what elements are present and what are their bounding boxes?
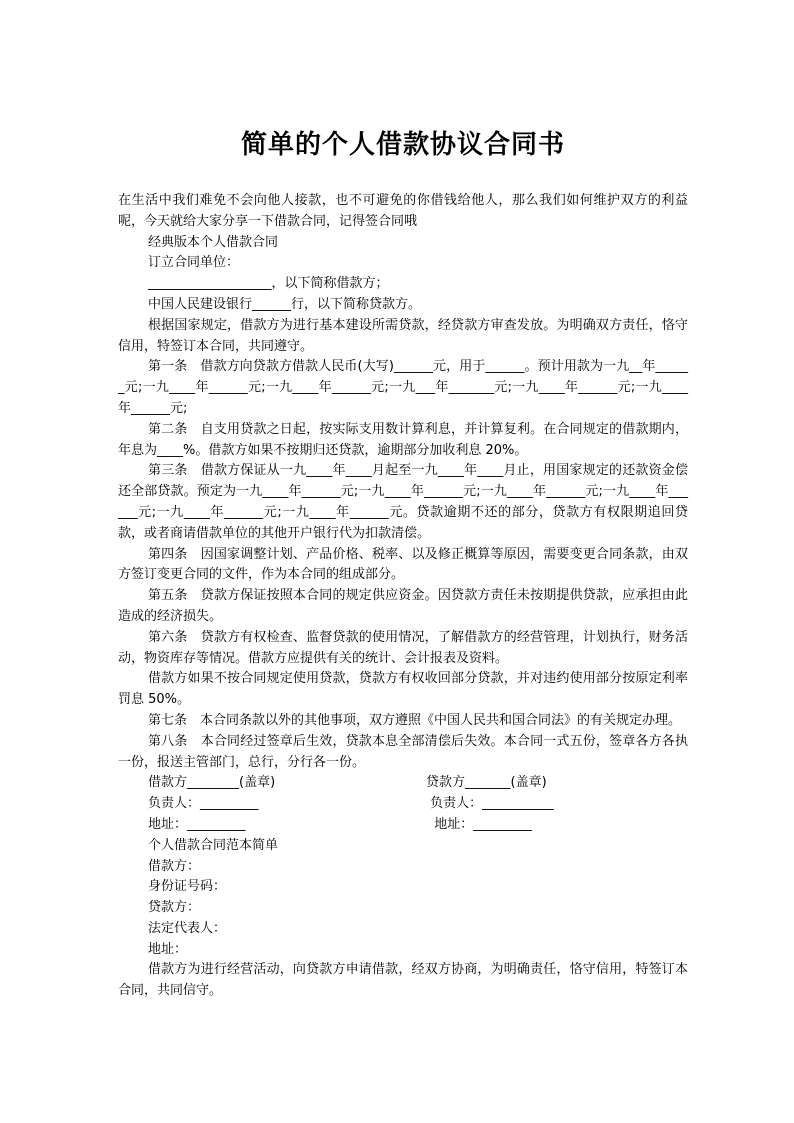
paragraph: 借款方：	[148, 858, 201, 874]
paragraph: 第八条 本合同经过签章后生效，贷款本息全部清偿后失效。本合同一式五份，签章各方各执一份，报送主管部门，总行，分行各一份。	[118, 733, 688, 770]
paragraph: 第五条 贷款方保证按照本合同的规定供应资金。因贷款方责任未按期提供贷款，应承担由此造成的经济损失。	[118, 588, 688, 624]
signature-block	[118, 773, 688, 835]
paragraph: 借款方如果不按合同规定使用贷款，贷款方有权收回部分贷款，并对违约使用部分按原定利率罚息 50%。	[118, 671, 688, 708]
paragraph: 借款方为进行经营活动，向贷款方申请借款，经双方协商，为明确责任，恪守信用，特签订本合同，共同信守。	[118, 962, 688, 999]
paragraph: 订立合同单位：	[148, 255, 240, 271]
signature-left: 借款方________(盖章)	[148, 775, 276, 791]
paragraph-group-template	[118, 836, 688, 1002]
signature-row	[118, 773, 688, 794]
paragraph: 第二条 自支用贷款之日起，按实际支用数计算利息，并计算复利。在合同规定的借款期内，年息为____%。借款方如果不按期归还贷款，逾期部分加收利息 20%。	[118, 421, 688, 458]
document-body	[118, 191, 688, 1002]
signature-left: 地址：_________	[148, 816, 246, 832]
paragraph: 经典版本个人借款合同	[148, 234, 279, 250]
document-title: 简单的个人借款协议合同书	[240, 130, 565, 160]
signature-row	[118, 815, 688, 836]
signature-right: 负责人：___________	[426, 796, 554, 812]
paragraph: 身份证号码：	[148, 879, 227, 895]
paragraph: 贷款方：	[148, 900, 201, 916]
paragraph-group-main	[118, 191, 688, 773]
paragraph: ___________________，以下简称借款方；	[148, 276, 389, 292]
paragraph: 第七条 本合同条款以外的其他事项，双方遵照《中国人民共和国合同法》的有关规定办理。	[148, 712, 682, 728]
paragraph: 在生活中我们难免不会向他人接款，也不可避免的你借钱给他人，那么我们如何维护双方的利益呢，今天就给大家分享一下借款合同，记得签合同哦	[118, 193, 688, 229]
paragraph: 根据国家规定，借款方为进行基本建设所需贷款，经贷款方审查发放。为明确双方责任，恪守信用，特签订本合同，共同遵守。	[118, 317, 688, 354]
signature-left: 负责人：_________	[148, 796, 259, 812]
signature-right: 地址：_________	[426, 816, 532, 832]
paragraph: 第一条 借款方向贷款方借款人民币(大写)______元，用于______。预计用款为一九__年______元;一九____年______元;一九____年______元;一九___年_______元;一九____年______元;一九____年______元;	[118, 359, 688, 416]
signature-row	[118, 794, 688, 815]
paragraph: 中国人民建设银行______行，以下简称贷款方。	[148, 296, 422, 312]
paragraph: 地址：	[148, 941, 188, 957]
paragraph: 第六条 贷款方有权检查、监督贷款的使用情况，了解借款方的经营管理，计划执行，财务活动，物资库存等情况。借款方应提供有关的统计、会计报表及资料。	[118, 629, 688, 666]
paragraph: 个人借款合同范本简单	[148, 837, 279, 853]
paragraph: 第三条 借款方保证从一九____年____月起至一九____年____月止，用国家规定的还款资金偿还全部贷款。预定为一九____年______元;一九____年______元;一九____年______元;一九____年______元;一九____年______元;一九____年______元。贷款逾期不还的部分，贷款方有权限期追回贷款，或者商请借款单位的其他开户银行代为扣款清偿。	[118, 463, 688, 541]
signature-right: 贷款方_______(盖章)	[426, 775, 547, 791]
paragraph: 法定代表人：	[148, 920, 227, 936]
paragraph: 第四条 因国家调整计划、产品价格、税率、以及修正概算等原因，需要变更合同条款，由双方签订变更合同的文件，作为本合同的组成部分。	[118, 546, 688, 583]
